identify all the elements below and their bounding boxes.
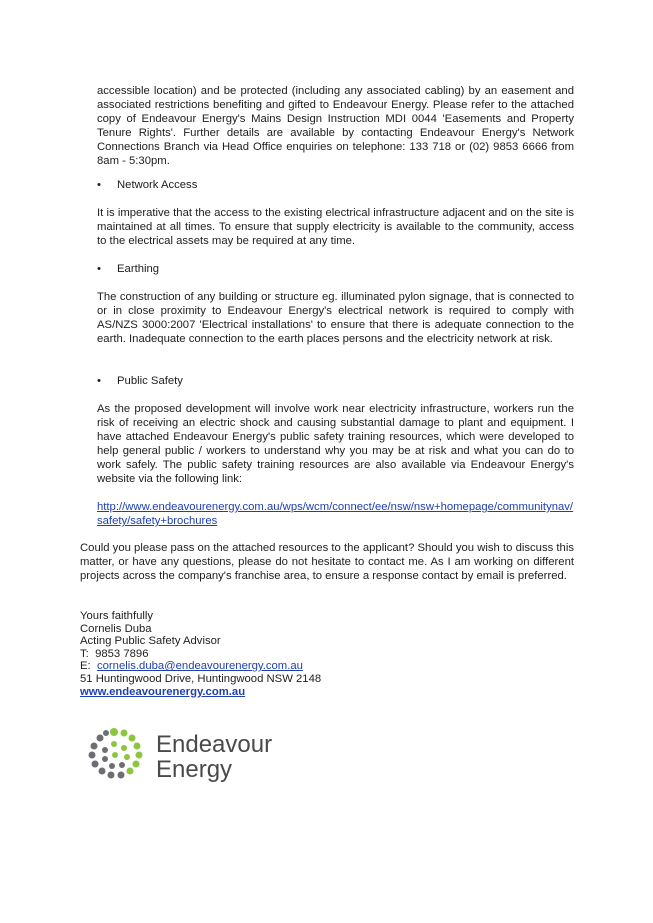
public-safety-paragraph: As the proposed development will involve work near electricity infrastructure, workers run the risk of receiving an electric shock and causing substantial damage to plant and equipment. I have attached Endeavour Energy's public safety training resources, which were developed to help general public / workers to understand why you may be at risk and what you can do to work safely. The public safety training resources are also available via Endeavour Energy's website via the following link: [97, 403, 574, 485]
phone-number: 9853 7896 [95, 647, 149, 660]
website-link[interactable]: www.endeavourenergy.com.au [80, 685, 246, 698]
email-line: E: cornelis.duba@endeavourenergy.com.au [80, 660, 303, 673]
signatory-role: Acting Public Safety Advisor [80, 635, 221, 648]
public-safety-heading: • Public Safety [97, 375, 183, 387]
logo-dots-icon [89, 728, 143, 779]
brochures-link[interactable]: http://www.endeavourenergy.com.au/wps/wcm/connect/ee/nsw/nsw+homepage/communitynav/safety/safety+brochures [97, 501, 574, 527]
network-access-paragraph: It is imperative that the access to the existing electrical infrastructure adjacent and on the site is maintained at all times. To ensure that supply electricity is available to the community, access to the electrical assets may be required at any time. [97, 207, 574, 247]
earthing-heading: • Earthing [97, 263, 160, 275]
logo-text-line2: Energy [156, 756, 233, 783]
earthing-paragraph: The construction of any building or structure eg. illuminated pylon signage, that is connected to or in close proximity to Endeavour Energy's electrical network is required to comply with AS/NZS 3000:2007 'Electrical installations' to ensure that there is adequate connection to the earth. Inadequate connection to the earth places persons and the electricity network at risk. [97, 291, 574, 345]
logo-text-line1: Endeavour [156, 731, 273, 758]
bullet-icon: • [97, 263, 101, 275]
endeavour-energy-logo [84, 722, 274, 786]
closing-paragraph: Could you please pass on the attached resources to the applicant? Should you wish to discuss this matter, or have any questions, please do not hesitate to contact me. As I am working on different projects across the company's franchise area, to ensure a response contact by email is preferred. [80, 542, 574, 582]
phone-line: T: 9853 7896 [80, 647, 149, 660]
signature-block [80, 610, 574, 698]
signatory-name: Cornelis Duba [80, 622, 152, 635]
address: 51 Huntingwood Drive, Huntingwood NSW 2148 [80, 672, 322, 685]
bullet-icon: • [97, 375, 101, 387]
network-access-heading: • Network Access [97, 179, 198, 191]
salutation: Yours faithfully [80, 610, 154, 622]
bullet-icon: • [97, 179, 101, 191]
easement-paragraph: accessible location) and be protected (including any associated cabling) by an easement and associated restrictions benefiting and gifted to Endeavour Energy. Please refer to the attached copy of Endeavour Energy's Mains Design Instruction MDI 0044 'Easements and Property Tenure Rights'. Further details are available by contacting Endeavour Energy's Network Connections Branch via Head Office enquiries on telephone: 133 718 or (02) 9853 6666 from 8am - 5:30pm. [97, 85, 574, 167]
brochures-link-paragraph [97, 500, 574, 528]
email-link[interactable]: cornelis.duba@endeavourenergy.com.au [96, 660, 303, 673]
